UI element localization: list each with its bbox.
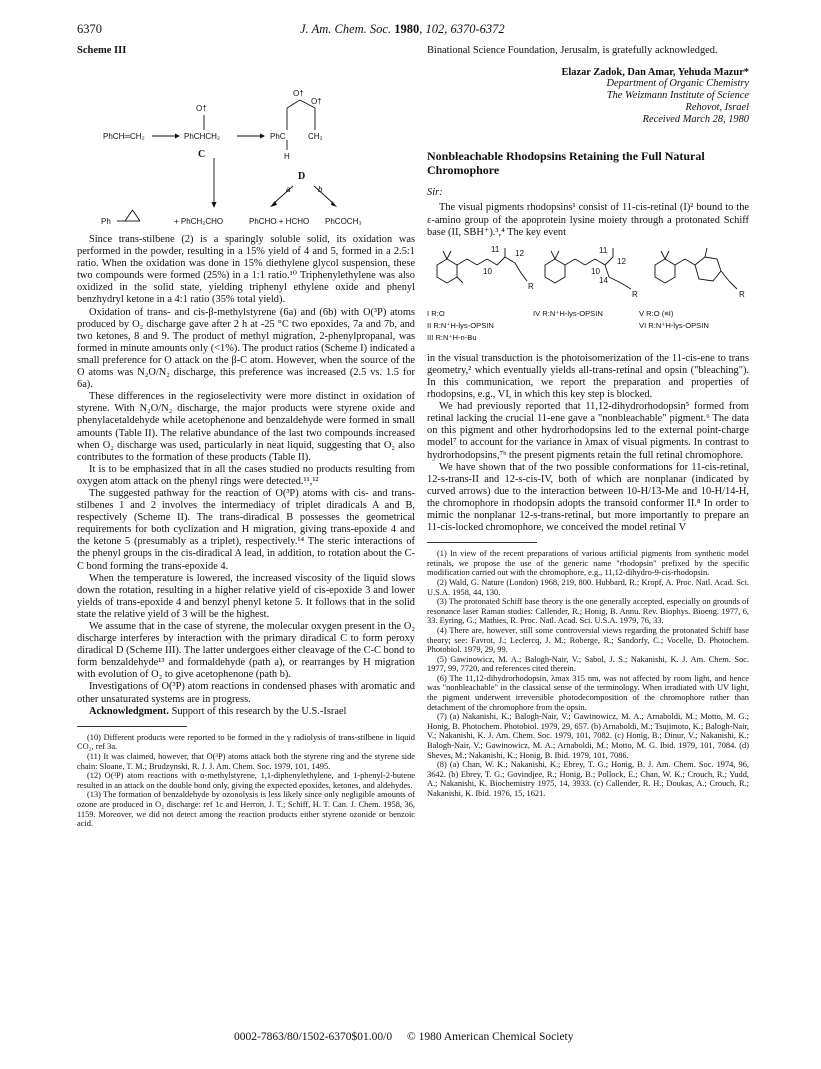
- r-group-i: R: [528, 281, 534, 291]
- legend-i: I R:O: [427, 308, 445, 318]
- article-code: 0002-7863/80/1502-6370$01.00/0: [234, 1031, 393, 1043]
- footnote-5: (5) Gawinowicz, M. A.; Balogh-Nair, V.; Sabol, J. S.; Nakanishi, K. J. Am. Chem. Soc. 1977, 99, 7720, and references cited therein.: [427, 654, 749, 674]
- right-paragraph-2: We had previously reported that 11,12-dihydrorhodopsin⁵ formed from retinal lacking the crucial 11-ene gave a "nonbleachable" pigment.⁶ The data on this pigment and other hydrorhodopsins led to the external point-charge model⁷ to account for the variance in λmax of visual pigments. In contrast to hydrorhodopsins,⁷ᵇ the present pigments retain the full retinal chromophore.: [427, 401, 749, 461]
- legend-ii: II R:N⁺H-lys-OPSIN: [427, 320, 494, 330]
- acknowledgment-title: Acknowledgment.: [89, 705, 169, 717]
- footnote-7: (7) (a) Nakanishi, K.; Balogh-Nair, V.; Gawinowicz, M. A.; Arnaboldi, M.; Motto, M. G.; Honig, B. Photochem. Photobiol. 1979, 29, 657. (b) Arnaboldi, M.; Tsujimoto, K.; Balogh-Nair, V.; Nakanishi, K. J. Am. Chem. Soc. 1979, 101, 7082. (c) Honig, B.; Dinur, V.; Nakanishi, K.; Balogh-Nair, V.; Gawinowicz, M. A.; Arnaboldi, M.; Motto, M. G. Ibid. 1979, 101, 7084. (d) Sheves, M.; Nakanishi, K.; Honig, B. Ibid. 1979, 101, 7086.: [427, 712, 749, 760]
- retinal-structures-diagram: [427, 243, 749, 307]
- carbon-14-label-iv: 14: [599, 275, 608, 285]
- ring-left-atom: PhC: [270, 132, 286, 141]
- footnote-10: (10) Different products were reported to be formed in the γ radiolysis of trans-stilbene in liquid CO₂, ref 3a.: [77, 732, 415, 752]
- r-group-iv: R: [632, 289, 638, 299]
- footnote-12: (12) O(³P) atom reactions with α-methylstyrene, 1,1-diphenylethylene, and 1-phenyl-2-butene resulted in an attack on the double bond only, giving the expected epoxides, ketones, and aldehydes.: [77, 771, 415, 790]
- right-column: [427, 45, 749, 799]
- journal-volume-pages: 102, 6370-6372: [425, 22, 505, 36]
- carbon-10-label-i: 10: [483, 266, 492, 276]
- left-paragraph-2: Oxidation of trans- and cis-β-methylstyrene (6a) and (6b) with O(³P) atoms produced by O₂ discharge gave after 2 h at -25 °C two epoxides, 7a and 7b, and two ketones, 8 and 9. The product of methyl migration, 2-phenylpropanal, was formed in minute amounts only (<1%). The product ratios (Scheme I) indicated a small preference for O attack on the β-C atom. However, when the source of the O atoms was N₂O/N₂ discharge, this preference was increased (2.5 vs. 1.5 for 6a).: [77, 306, 415, 391]
- left-paragraph-6: When the temperature is lowered, the increased viscosity of the liquid slows down the rotation, resulting in a higher relative yield of cis-epoxide 3 and lower yields of trans-epoxide 4 and benzyl phenyl ketone 5. It follows that in the solid state the relative yield of 3 will be the highest.: [77, 572, 415, 620]
- journal-name: J. Am. Chem. Soc.: [300, 22, 392, 36]
- path-a-label: a: [286, 185, 291, 194]
- journal-year: 1980: [394, 22, 420, 36]
- o-radical-c: O†: [196, 104, 207, 113]
- footnote-8: (8) (a) Chan, W. K.; Nakanishi, K.; Ebrey, T. G.; Honig, B. J. Am. Chem. Soc. 1974, 96, 3642. (b) Ebrey, T. G.; Govindjee, R.; Honig, B.; Pollock, E.; Chan, W. K.; Crouch, R.; Yudd, A.; Nakanishi, K. Biochemistry 1975, 14, 3933. (c) Callender, R. H.; Doukas, A.; Crouch, R.; Nakanishi, K. Ibid. 1976, 15, 1621.: [427, 760, 749, 798]
- carbon-10-label-iv: 10: [591, 266, 600, 276]
- legend-v: V R:O (≡I): [639, 308, 674, 318]
- affiliation-institute: The Weizmann Institute of Science: [606, 90, 749, 102]
- footnote-2: (2) Wald, G. Nature (London) 1968, 219, 800. Hubbard, R.; Kropf, A. Proc. Natl. Acad. Sci. U.S.A. 1958, 44, 130.: [427, 577, 749, 597]
- epoxide-phenyl: Ph: [101, 217, 111, 226]
- footnote-13: (13) The formation of benzaldehyde by ozonolysis is less likely since only negligible amounts of ozone are produced in O₂ discharge: ref 1c and Herron, J. T.; Schiff, H. T. Can. J. Chem. 1958, 36, 1159. Moreover, we did not detect among the reaction products either styrene ozonide or benzoic acid.: [77, 790, 415, 829]
- right-paragraph-1: in the visual transduction is the photoisomerization of the 11-cis-ene to trans geometry,² which eventually yields all-trans-retinal and opsin ("bleaching"). In this communication, we report the preparation and properties of rhodopsins, e.g., VI, in which this key step is blocked.: [427, 352, 749, 401]
- product-benzaldehyde-formaldehyde: PhCHO + HCHO: [249, 217, 310, 226]
- carbon-12-label-iv: 12: [617, 256, 626, 266]
- legend-vi: VI R:N⁺H-lys-OPSIN: [639, 320, 709, 330]
- ring-right-atom: CH₂: [308, 132, 323, 141]
- right-paragraph-3: We have shown that of the two possible conformations for 11-cis-retinal, 12-s-trans-II and 12-s-cis-IV, both of which are nonplanar (indicated by curved arrows) due to the interaction between 10-H/13-Me and 10-H/14-H, the chromophore in rhodopsin adopts the transoid conformer II.⁸ In order to mimic the nonplanar 12-s-trans-retinal, but more importantly to prepare an 11-cis-locked chromophore, we conceived the model retinal V: [427, 461, 749, 534]
- left-paragraph-8: Investigations of O(³P) atom reactions in condensed phases with aromatic and other unsaturated systems are in progress.: [77, 681, 415, 705]
- r-group-vi: R: [739, 289, 745, 299]
- scheme-iii-diagram: [77, 58, 415, 234]
- page-number: 6370: [77, 22, 102, 36]
- left-paragraph-7: We assume that in the case of styrene, the molecular oxygen present in the O₂ discharge interferes by interaction with the primary diradical C to form peroxy diradical D (Scheme III). The latter undergoes either cleavage of the C-C bond to form benzaldehyde¹³ and formaldehyde (path a), or rearranges by H migration with evolution of O₂ to give acetophenone (path b).: [77, 621, 415, 681]
- carbon-12-label-i: 12: [515, 248, 524, 258]
- acknowledgment-text: Support of this research by the U.S.-Israel: [171, 705, 347, 717]
- legend-iii: III R:N⁺H-n-Bu: [427, 332, 477, 342]
- scheme-title: Scheme III: [77, 45, 127, 56]
- carbon-11-label-i: 11: [491, 244, 500, 254]
- copyright-notice: © 1980 American Chemical Society: [407, 1031, 574, 1043]
- affiliation-location: Rehovot, Israel: [685, 102, 749, 114]
- received-date: Received March 28, 1980: [642, 114, 749, 126]
- o-radical-d-top: O†: [293, 89, 304, 98]
- footnote-4: (4) There are, however, still some controversial views regarding the protonated Schiff base theory; see: Favrot, J.; Leclercq, J. M.; Roberge, R.; Sandorfy, C.; Vocelle, D. Photochem. Photobiol. 1979, 29, 99.: [427, 625, 749, 655]
- intro-paragraph: The visual pigments rhodopsins¹ consist of 11-cis-retinal (I)² bound to the ε-amino group of the apoprotein lysine moiety through a protonated Schiff base (II, SBH⁺).³,⁴ The key event: [427, 202, 749, 238]
- o-radical-d-right: O†: [311, 97, 322, 106]
- product-acetophenone: PhCOCH₃: [325, 217, 362, 226]
- footnote-1: (1) In view of the recent preparations of various artificial pigments from synthetic model retinals, we propose the use of the generic name "rhodopsin" prefixed by the specific modification carried out with the chromophore, e.g., 11,12-dihydro-9-cis-rhodopsin.: [427, 549, 749, 578]
- compound-d-label: D: [298, 171, 306, 182]
- structure-legend: [427, 309, 749, 353]
- acknowledgment: [77, 706, 415, 718]
- footnote-11: (11) It was claimed, however, that O(³P) atoms attack both the styrene ring and the styrene side chain: Sloane, T. M.; Brudzynski, R. J. J. Am. Chem. Soc. 1979, 101, 1495.: [77, 751, 415, 771]
- left-column: [77, 45, 415, 829]
- acknowledgment-continued: Binational Science Foundation, Jerusalm, is gratefully acknowledged.: [427, 45, 718, 56]
- left-paragraph-3: These differences in the regioselectivity were more distinct in oxidation of styrene. With N₂O/N₂ discharge, the major products were styrene oxide and phenylacetaldehyde while acetophenone and benzaldehyde were formed in small amounts (Table II). The relative abundance of the last two compounds increased when O₂ discharge was used, particularly in neat liquid, suggesting that O₂ also contributes to the formation of these products (Table II).: [77, 391, 415, 463]
- left-paragraph-5: The suggested pathway for the reaction of O(³P) atoms with cis- and trans-stilbenes 1 and 2 involves the intermediacy of triplet diradicals A and B, respectively (Scheme II). The trans-diradical B possesses the geometrical requirements for both cyclization and H migration, giving trans-epoxide 4 and the ketone 5 (presumably as a triplet), respectively.¹⁴ The steric interactions of the phenyl groups in the cis-diradical A lead, in addition, to rotation about the C-C bond forming the trans-epoxide 4.: [77, 487, 415, 572]
- article-title: Nonbleachable Rhodopsins Retaining the Full Natural Chromophore: [427, 149, 705, 177]
- path-b-label: b: [318, 185, 323, 194]
- page-footer: [234, 1031, 586, 1043]
- carbon-11-label-iv: 11: [599, 245, 608, 255]
- ring-hydrogen: H: [284, 152, 290, 161]
- footnote-3: (3) The protonated Schiff base theory is the one generally accepted, especially on grounds of resonance laser Raman studies: Callender, R.; Honig, B. Annu. Rev. Biophys. Bioeng. 1977, 6, 33. Eyring, G.; Mathies, R. Proc. Natl. Acad. Sci. U.S.A. 1979, 76, 33.: [427, 597, 749, 626]
- left-paragraph-1: Since trans-stilbene (2) is a sparingly soluble solid, its oxidation was performed in the powder, resulting in a 15% yield of 4 and 5, formed in a 2.5:1 ratio. When the oxidation was done in 15% diethylene glycol suspension, these two compounds were formed (25%) in a 1:1 ratio.¹⁰ Triphenylethylene was also oxidized in the solid state, yielding triphenyl ethylene oxide and phenyl benzhydryl ketone in a 4:1 ratio (35% total yield).: [77, 234, 415, 306]
- footnote-divider: [77, 726, 187, 727]
- footnote-6: (6) The 11,12-dihydrorhodopsin, λmax 315 nm, was not affected by room light, and hence was "nonbleachable" in the classical sense of the terminology. When irradiated with UV light, the pigment underwent irreversible photodecomposition of the chromophore rather than detachment of the chromophore from the opsin.: [427, 673, 749, 712]
- running-header: J. Am. Chem. Soc. 1980, 102, 6370-6372: [300, 22, 505, 36]
- affiliation-department: Department of Organic Chemistry: [606, 78, 749, 90]
- footnote-divider-right: [427, 542, 537, 543]
- salutation: Sir:: [427, 187, 443, 199]
- styrene-label: PhCH═CH₂: [103, 132, 145, 141]
- compound-c-label: C: [198, 149, 206, 160]
- author-names: Elazar Zadok, Dan Amar, Yehuda Mazur*: [561, 67, 749, 79]
- product-phenylacetaldehyde: + PhCH₂CHO: [174, 217, 224, 226]
- legend-iv: IV R:N⁺H-lys-OPSIN: [533, 308, 603, 318]
- diradical-c-label: PhCHCH₂: [184, 132, 220, 141]
- left-paragraph-4: It is to be emphasized that in all the cases studied no products resulting from oxygen atom attack on the phenyl rings were detected.¹¹,¹²: [77, 463, 415, 487]
